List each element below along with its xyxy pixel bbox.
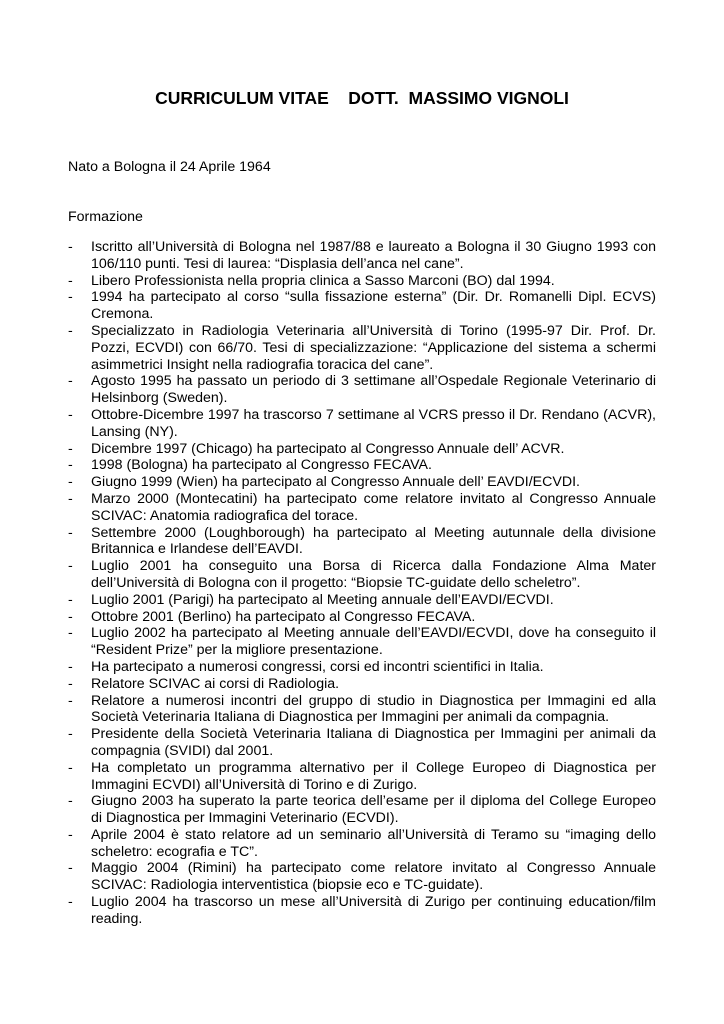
list-item-text: Dicembre 1997 (Chicago) ha partecipato al Congresso Annuale dell’ ACVR. [91,440,565,457]
list-item [68,441,656,458]
list-item-text: Settembre 2000 (Loughborough) ha partecipato al Meeting autunnale della divisione Britannica e Irlandese dell’EAVDI. [91,524,656,558]
bullet-dash: - [68,894,73,911]
list-item [68,793,656,827]
bullet-dash: - [68,692,73,709]
bullet-dash: - [68,322,73,339]
list-item-text: Marzo 2000 (Montecatini) ha partecipato come relatore invitato al Congresso Annuale SCIVAC: Anatomia radiografica del torace. [91,490,656,524]
list-item [68,558,656,592]
list-item [68,407,656,441]
list-item [68,592,656,609]
bullet-dash: - [68,793,73,810]
bullet-dash: - [68,658,73,675]
bullet-dash: - [68,373,73,390]
bullet-dash: - [68,826,73,843]
bullet-dash: - [68,625,73,642]
bullet-dash: - [68,239,73,255]
list-item-text: 1994 ha partecipato al corso “sulla fissazione esterna” (Dir. Dr. Romanelli Dipl. ECVS) Cremona. [91,289,656,323]
list-item [68,827,656,861]
list-item [68,760,656,794]
list-item-text: Relatore SCIVAC ai corsi di Radiologia. [91,675,340,692]
list-item-text: Luglio 2002 ha partecipato al Meeting annuale dell’EAVDI/ECVDI, dove ha conseguito il “Resident Prize” per la migliore presentazione. [91,625,656,659]
list-item [68,525,656,559]
list-item [68,894,656,928]
list-item-text: Maggio 2004 (Rimini) ha partecipato come relatore invitato al Congresso Annuale SCIVAC: Radiologia interventistica (biopsie eco e TC-guidate). [91,860,656,894]
section-heading-formazione: Formazione [68,209,143,225]
list-item [68,625,656,659]
list-item-text: Ha partecipato a numerosi congressi, corsi ed incontri scientifici in Italia. [91,658,544,675]
list-item-text: Ottobre-Dicembre 1997 ha trascorso 7 settimane al VCRS presso il Dr. Rendano (ACVR), Lansing (NY). [91,406,656,440]
bullet-dash: - [68,591,73,608]
list-item-text: Aprile 2004 è stato relatore ad un seminario all’Università di Teramo su “imaging dello scheletro: ecografia e TC”. [91,826,656,860]
bullet-dash: - [68,675,73,692]
list-item-text: Specializzato in Radiologia Veterinaria all’Università di Torino (1995-97 Dir. Prof. Dr. Pozzi, ECVDI) con 66/70. Tesi di specializzazione: “Applicazione del sistema a schermi asimmetrici Insight nella radiografia toracica del cane”. [91,322,656,373]
list-item [68,323,656,373]
list-item-text: 1998 (Bologna) ha partecipato al Congresso FECAVA. [91,457,432,474]
list-item-text: Giugno 1999 (Wien) ha partecipato al Congresso Annuale dell’ EAVDI/ECVDI. [91,474,580,491]
list-item [68,239,656,273]
list-item-text: Luglio 2004 ha trascorso un mese all’Università di Zurigo per continuing education/film reading. [91,894,656,927]
list-item-text: Relatore a numerosi incontri del gruppo di studio in Diagnostica per Immagini ed alla Società Veterinaria Italiana di Diagnostica per Immagini per animali da compagnia. [91,692,656,726]
bullet-dash: - [68,474,73,491]
list-item [68,659,656,676]
bullet-dash: - [68,759,73,776]
bullet-dash: - [68,406,73,423]
list-item [68,726,656,760]
education-list [68,239,656,928]
list-item [68,273,656,290]
bullet-dash: - [68,726,73,743]
list-item-text: Luglio 2001 (Parigi) ha partecipato al Meeting annuale dell’EAVDI/ECVDI. [91,591,554,608]
list-item [68,609,656,626]
bullet-dash: - [68,860,73,877]
list-item [68,676,656,693]
list-item [68,289,656,323]
list-item-text: Presidente della Società Veterinaria Italiana di Diagnostica per Immagini per animali da compagnia (SVIDI) dal 2001. [91,726,656,759]
list-item-text: Agosto 1995 ha passato un periodo di 3 settimane all’Ospedale Regionale Veterinario di Helsinborg (Sweden). [91,373,656,407]
bullet-dash: - [68,524,73,541]
list-item [68,693,656,727]
document-title: CURRICULUM VITAE DOTT. MASSIMO VIGNOLI [155,88,569,108]
bullet-dash: - [68,289,73,306]
list-item-text: Giugno 2003 ha superato la parte teorica dell’esame per il diploma del College Europeo di Diagnostica per Immagini Veterinario (ECVDI). [91,793,656,827]
list-item-text: Ottobre 2001 (Berlino) ha partecipato al Congresso FECAVA. [91,608,476,625]
bullet-dash: - [68,272,73,289]
list-item-text: Libero Professionista nella propria clinica a Sasso Marconi (BO) dal 1994. [91,272,555,289]
bullet-dash: - [68,440,73,457]
list-item-text: Luglio 2001 ha conseguito una Borsa di Ricerca dalla Fondazione Alma Mater dell’Università di Bologna con il progetto: “Biopsie TC-guidate dello scheletro”. [91,558,656,591]
bullet-dash: - [68,457,73,474]
list-item [68,491,656,525]
bullet-dash: - [68,608,73,625]
list-item [68,373,656,407]
bullet-dash: - [68,490,73,507]
bullet-dash: - [68,558,73,575]
list-item-text: Iscritto all’Università di Bologna nel 1987/88 e laureato a Bologna il 30 Giugno 1993 con 106/110 punti. Tesi di laurea: “Displasia dell’anca nel cane”. [91,239,656,272]
list-item [68,860,656,894]
list-item [68,474,656,491]
list-item [68,457,656,474]
list-item-text: Ha completato un programma alternativo per il College Europeo di Diagnostica per Immagini ECVDI) all’Università di Torino e di Zurigo. [91,759,656,793]
birth-info: Nato a Bologna il 24 Aprile 1964 [68,159,271,175]
